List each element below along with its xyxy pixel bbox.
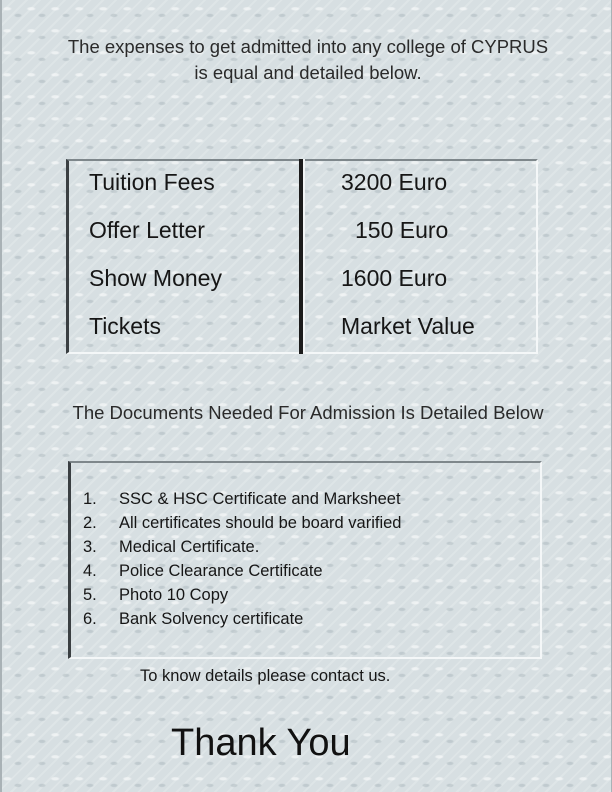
fee-label: Tuition Fees xyxy=(89,169,215,195)
fee-row-show-money xyxy=(69,263,536,293)
list-item xyxy=(83,559,401,583)
list-item-text: SSC & HSC Certificate and Marksheet xyxy=(119,490,401,508)
list-item xyxy=(83,535,401,559)
list-item-number: 3. xyxy=(83,538,97,556)
documents-heading: The Documents Needed For Admission Is Detailed Below xyxy=(72,402,544,423)
fee-value: Market Value xyxy=(341,313,475,339)
list-item-text: All certificates should be board varified xyxy=(119,514,402,532)
list-item-text: Medical Certificate. xyxy=(119,538,260,556)
fee-label: Show Money xyxy=(89,265,222,291)
list-item-number: 6. xyxy=(83,610,97,628)
list-item-text: Police Clearance Certificate xyxy=(119,562,323,580)
fee-row-tuition xyxy=(69,167,536,197)
list-item-number: 4. xyxy=(83,562,97,580)
intro-text xyxy=(2,34,612,86)
list-item xyxy=(83,511,401,535)
intro-line-1: The expenses to get admitted into any college of CYPRUS xyxy=(67,36,549,57)
list-item-text: Bank Solvency certificate xyxy=(119,610,304,628)
closing-text: Thank You xyxy=(171,722,351,764)
fee-row-tickets xyxy=(69,311,536,341)
list-item-number: 5. xyxy=(83,586,97,604)
documents-box xyxy=(68,461,542,659)
documents-list xyxy=(83,487,401,631)
list-item xyxy=(83,583,401,607)
fee-value: 1600 Euro xyxy=(341,265,448,291)
fee-value: 150 Euro xyxy=(355,217,449,243)
fees-table xyxy=(66,159,538,354)
contact-note: To know details please contact us. xyxy=(140,667,391,685)
list-item-text: Photo 10 Copy xyxy=(119,586,229,604)
fee-label: Tickets xyxy=(89,313,161,339)
list-item-number: 1. xyxy=(83,490,97,508)
list-item xyxy=(83,487,401,511)
fee-label: Offer Letter xyxy=(89,217,205,243)
fee-value: 3200 Euro xyxy=(341,169,448,195)
list-item-number: 2. xyxy=(83,514,97,532)
fee-row-offer-letter xyxy=(69,215,536,245)
list-item xyxy=(83,607,401,631)
intro-line-2: is equal and detailed below. xyxy=(194,62,422,83)
